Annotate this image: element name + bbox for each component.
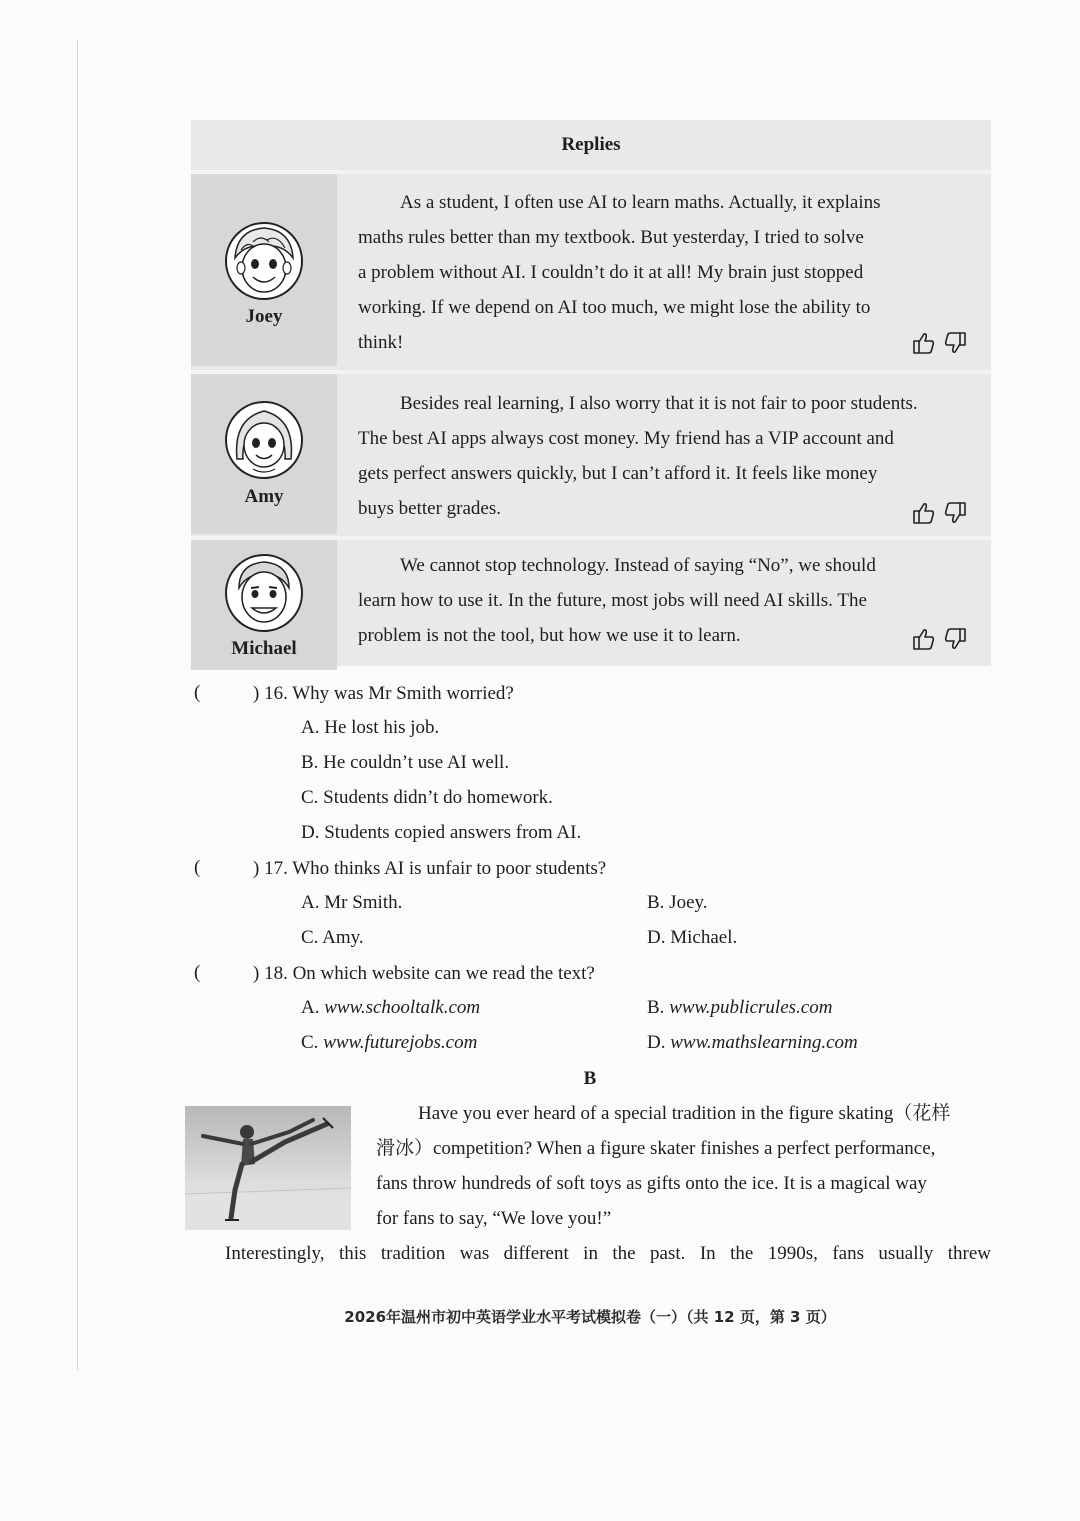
- thumbs-down-icon[interactable]: [942, 626, 968, 652]
- avatar-name-amy: Amy: [244, 486, 284, 507]
- section-b-title: B: [583, 1068, 597, 1089]
- avatar-column: [191, 374, 337, 534]
- reply-line: We cannot stop technology. Instead of saying “No”, we should: [400, 555, 876, 576]
- reply-line: maths rules better than my textbook. But yesterday, I tried to solve: [358, 227, 864, 248]
- page-footer: 2026年温州市初中英语学业水平考试模拟卷（一）（共 12 页，第 3 页）: [344, 1308, 836, 1326]
- option-18d: D. www.mathslearning.com: [647, 1032, 858, 1053]
- avatar-name-joey: Joey: [245, 306, 283, 327]
- vote-buttons: [911, 330, 969, 356]
- reply-line: a problem without AI. I couldn’t do it at all! My brain just stopped: [358, 262, 864, 283]
- option-18c: C. www.futurejobs.com: [301, 1032, 478, 1053]
- passage-b-continuation: Interestingly, this tradition was different in the past. In the 1990s, fans usually threw: [225, 1243, 991, 1264]
- reply-line: think!: [358, 332, 404, 353]
- replies-panel: [191, 120, 991, 666]
- question-16: ) 16. Why was Mr Smith worried?: [253, 683, 514, 704]
- amy-avatar-icon: [223, 399, 305, 481]
- option-16d: D. Students copied answers from AI.: [301, 822, 582, 843]
- thumbs-down-icon[interactable]: [942, 330, 968, 356]
- replies-title: Replies: [561, 134, 621, 155]
- passage-b-intro: [376, 1096, 991, 1236]
- passage-line: Have you ever heard of a special tradition in the figure skating（花样: [418, 1103, 951, 1124]
- thumbs-up-icon[interactable]: [911, 330, 937, 356]
- page-edge: [77, 40, 78, 1370]
- reply-line: As a student, I often use AI to learn maths. Actually, it explains: [400, 192, 881, 213]
- thumbs-up-icon[interactable]: [911, 626, 937, 652]
- michael-avatar-icon: [223, 552, 305, 634]
- passage-line: 滑冰）competition? When a figure skater finishes a perfect performance,: [376, 1138, 936, 1159]
- option-16c: C. Students didn’t do homework.: [301, 787, 553, 808]
- reply-joey: [191, 170, 991, 366]
- reply-text-joey: [358, 185, 973, 360]
- question-18: ) 18. On which website can we read the text?: [253, 963, 595, 984]
- reply-line: Besides real learning, I also worry that it is not fair to poor students.: [400, 393, 918, 414]
- option-17d: D. Michael.: [647, 927, 738, 948]
- option-17b: B. Joey.: [647, 892, 708, 913]
- avatar-column: [191, 540, 337, 670]
- reply-text-amy: [358, 386, 973, 526]
- thumbs-up-icon[interactable]: [911, 500, 937, 526]
- passage-line: for fans to say, “We love you!”: [376, 1208, 612, 1229]
- option-17c: C. Amy.: [301, 927, 364, 948]
- reply-michael: [191, 536, 991, 670]
- reply-line: gets perfect answers quickly, but I can’t afford it. It feels like money: [358, 463, 878, 484]
- answer-paren: (: [194, 857, 201, 878]
- option-16a: A. He lost his job.: [301, 717, 440, 738]
- question-17: ) 17. Who thinks AI is unfair to poor students?: [253, 858, 607, 879]
- reply-line: learn how to use it. In the future, most jobs will need AI skills. The: [358, 590, 867, 611]
- reply-line: working. If we depend on AI too much, we might lose the ability to: [358, 297, 871, 318]
- reply-amy: [191, 370, 991, 534]
- vote-buttons: [911, 626, 969, 652]
- option-18a: A. www.schooltalk.com: [301, 997, 481, 1018]
- reply-line: The best AI apps always cost money. My friend has a VIP account and: [358, 428, 894, 449]
- passage-line: fans throw hundreds of soft toys as gifts onto the ice. It is a magical way: [376, 1173, 927, 1194]
- figure-skater-photo: [185, 1106, 351, 1230]
- reply-line: buys better grades.: [358, 498, 501, 519]
- answer-paren: (: [194, 682, 201, 703]
- option-18b: B. www.publicrules.com: [647, 997, 833, 1018]
- thumbs-down-icon[interactable]: [942, 500, 968, 526]
- option-17a: A. Mr Smith.: [301, 892, 403, 913]
- reply-text-michael: [358, 548, 973, 653]
- joey-avatar-icon: [223, 220, 305, 302]
- answer-paren: (: [194, 962, 201, 983]
- option-16b: B. He couldn’t use AI well.: [301, 752, 510, 773]
- vote-buttons: [911, 500, 969, 526]
- avatar-name-michael: Michael: [231, 638, 297, 659]
- reply-line: problem is not the tool, but how we use it to learn.: [358, 625, 741, 646]
- avatar-column: [191, 174, 337, 366]
